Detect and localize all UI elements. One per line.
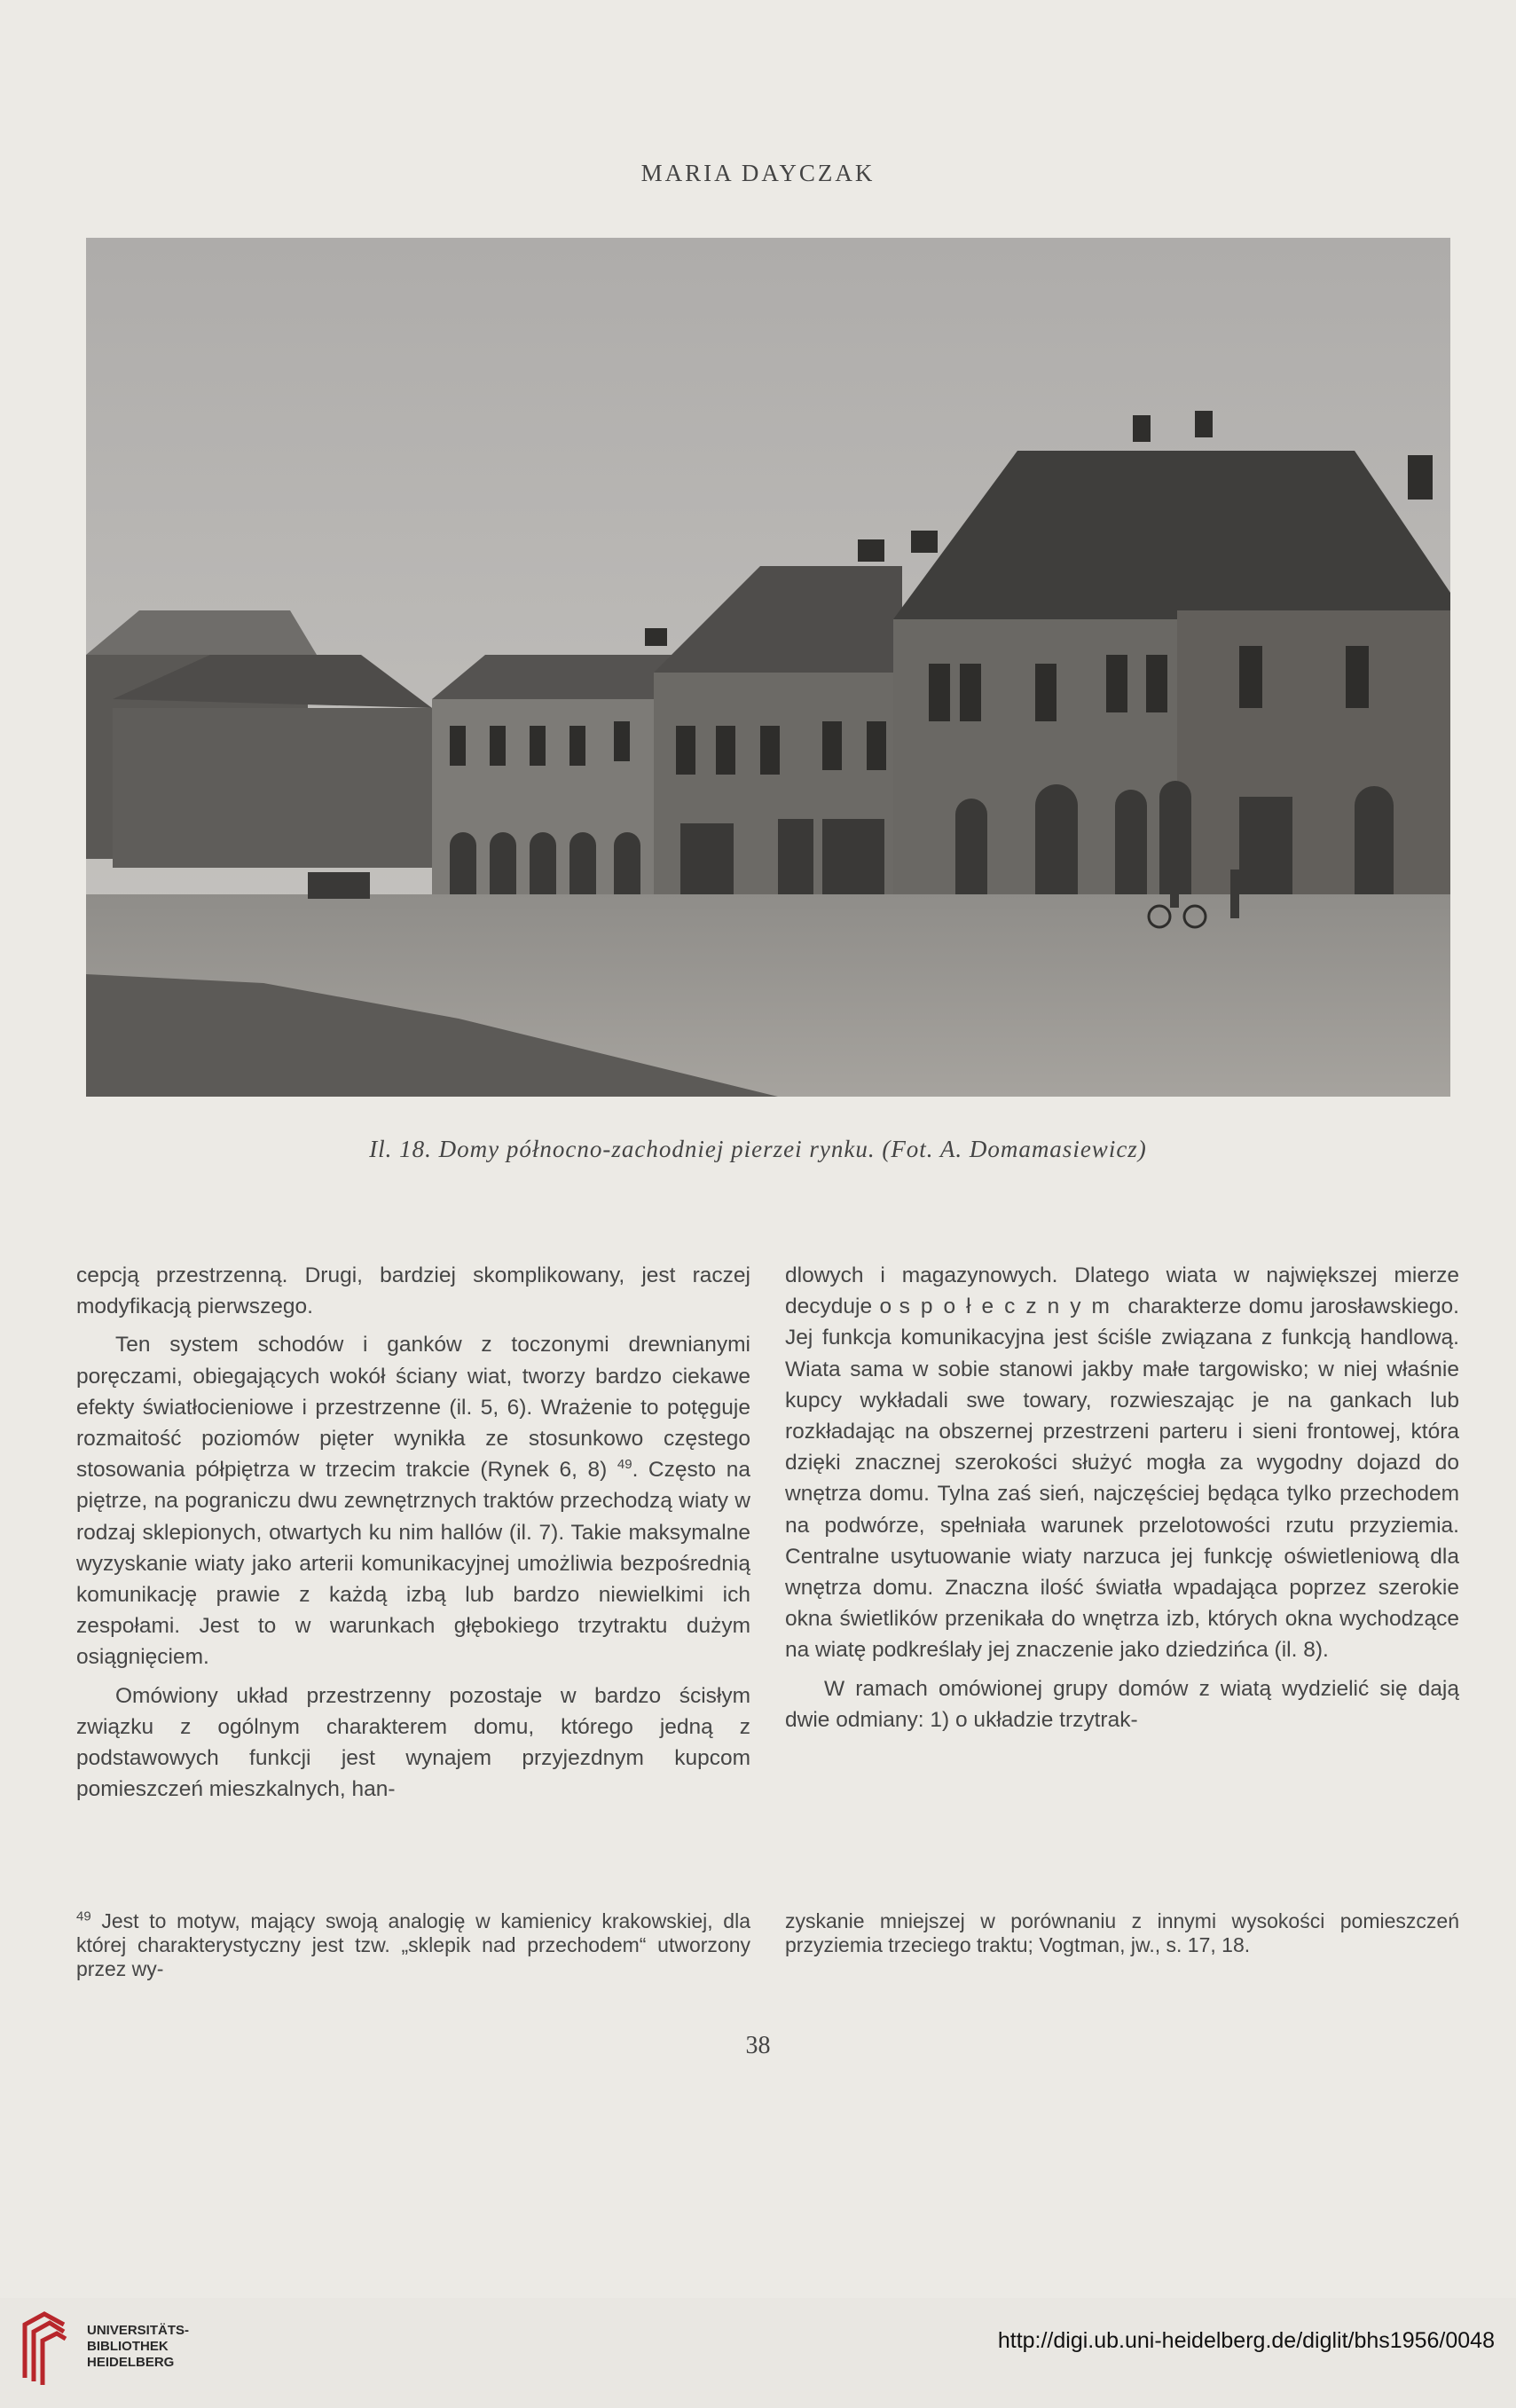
- library-name: [87, 2323, 189, 2371]
- footnote-ref: 49: [617, 1457, 632, 1473]
- library-name-line-1: UNIVERSITÄTS-: [87, 2323, 190, 2338]
- left-paragraph-2-head: Ten system schodów i ganków z toczonymi drewnianymi poręczami, obiegających wokół ściany wiat, tworzy bardzo ciekawe efekty światłocieniowe i przestrzenne (il. 5, 6). Wrażenie to potęguje rozmaitość poziomów pięter wynikła ze stosunkowo częstego stosowania półpiętrza w trzecim trakcie (Rynek 6, 8): [76, 1333, 750, 1483]
- library-name-line-3: HEIDELBERG: [87, 2355, 175, 2370]
- left-text-column: [76, 1260, 750, 1812]
- footnote-text-right: zyskanie mniejszej w porównaniu z innymi wysokości pomieszczeń przyziemia trzeciego traktu; Vogtman, jw., s. 17, 18.: [785, 1909, 1459, 1956]
- right-text-column: [785, 1260, 1459, 1743]
- emphasis-spaced: społecznym: [899, 1294, 1120, 1319]
- left-paragraph-2: [76, 1329, 750, 1672]
- left-paragraph-3: Omówiony układ przestrzenny pozostaje w bardzo ścisłym związku z ogólnym charakterem domu, którego jedną z podstawowych funkcji jest wynajem przyjezdnym kupcom pomieszczeń mieszkalnych, han-: [76, 1683, 750, 1802]
- footnote-right: [785, 1909, 1459, 1957]
- right-paragraph-2: W ramach omówionej grupy domów z wiatą wydzielić się dają dwie odmiany: 1) o układzie trzytrak-: [785, 1676, 1459, 1732]
- source-url-link[interactable]: http://digi.ub.uni-heidelberg.de/diglit/bhs1956/0048: [997, 2328, 1495, 2353]
- footnote-left: [76, 1909, 750, 1981]
- right-paragraph-1-b: charakterze domu jarosławskiego. Jej funkcja komunikacyjna jest ściśle związana z funkcją handlową. Wiata sama w sobie stanowi jakby małe targowisko; w niej właśnie kupcy wykładali swe towary, rozwieszając je na gankach lub rozkładając na obszernej przestrzeni parteru i sieni frontowej, która dzięki znacznej szerokości służyć mogła za wygodny dojazd do wnętrza domu. Tylna zaś sień, najczęściej będąca tylko przechodem na podwórze, spełniała warunek przelotowości rzutu przyziemia. Centralne usytuowanie wiaty narzuca jej funkcję oświetleniową dla wnętrza domu. Znaczna ilość światła wpadająca poprzez szerokie okna świetlików przenikała do wnętrza izb, których okna wychodzące na wiatę podkreślały jej znaczenie jako dziedzińca (il. 8).: [785, 1294, 1459, 1663]
- library-logo-icon: [18, 2307, 71, 2388]
- right-paragraph-1: [785, 1260, 1459, 1666]
- market-square-photo: [86, 238, 1450, 1097]
- footer-bar: [0, 2298, 1516, 2408]
- library-name-line-2: BIBLIOTHEK: [87, 2339, 169, 2354]
- footnote-marker: 49: [76, 1908, 91, 1924]
- right-paragraph-1-a: dlowych i magazynowych. Dlatego wiata w największej mierze decyduje o: [785, 1263, 1459, 1319]
- figure-caption: Il. 18. Domy północno-zachodniej pierzei rynku. (Fot. A. Domamasiewicz): [369, 1136, 1147, 1162]
- page-number: 38: [745, 2032, 771, 2059]
- running-head: MARIA DAYCZAK: [640, 160, 876, 186]
- footnote-text-left: Jest to motyw, mający swoją analogię w kamienicy krakowskiej, dla której charakterystyczny jest tzw. „sklepik nad przechodem“ utworzony przez wy-: [76, 1909, 750, 1980]
- left-paragraph-1: cepcją przestrzenną. Drugi, bardziej skomplikowany, jest raczej modyfikacją pierwszego.: [76, 1263, 750, 1319]
- left-paragraph-2-tail: . Często na piętrze, na pograniczu dwu zewnętrznych traktów przechodzą wiaty w rodzaj sklepionych, otwartych ku nim hallów (il. 7). Takie maksymalne wyzyskanie wiaty jako arterii komunikacyjnej umożliwia bezpośrednią komunikację prawie z każdą izbą lub bardzo niewielkimi ich zespołami. Jest to w warunkach głębokiego trzytraktu dużym osiągnięciem.: [76, 1458, 750, 1670]
